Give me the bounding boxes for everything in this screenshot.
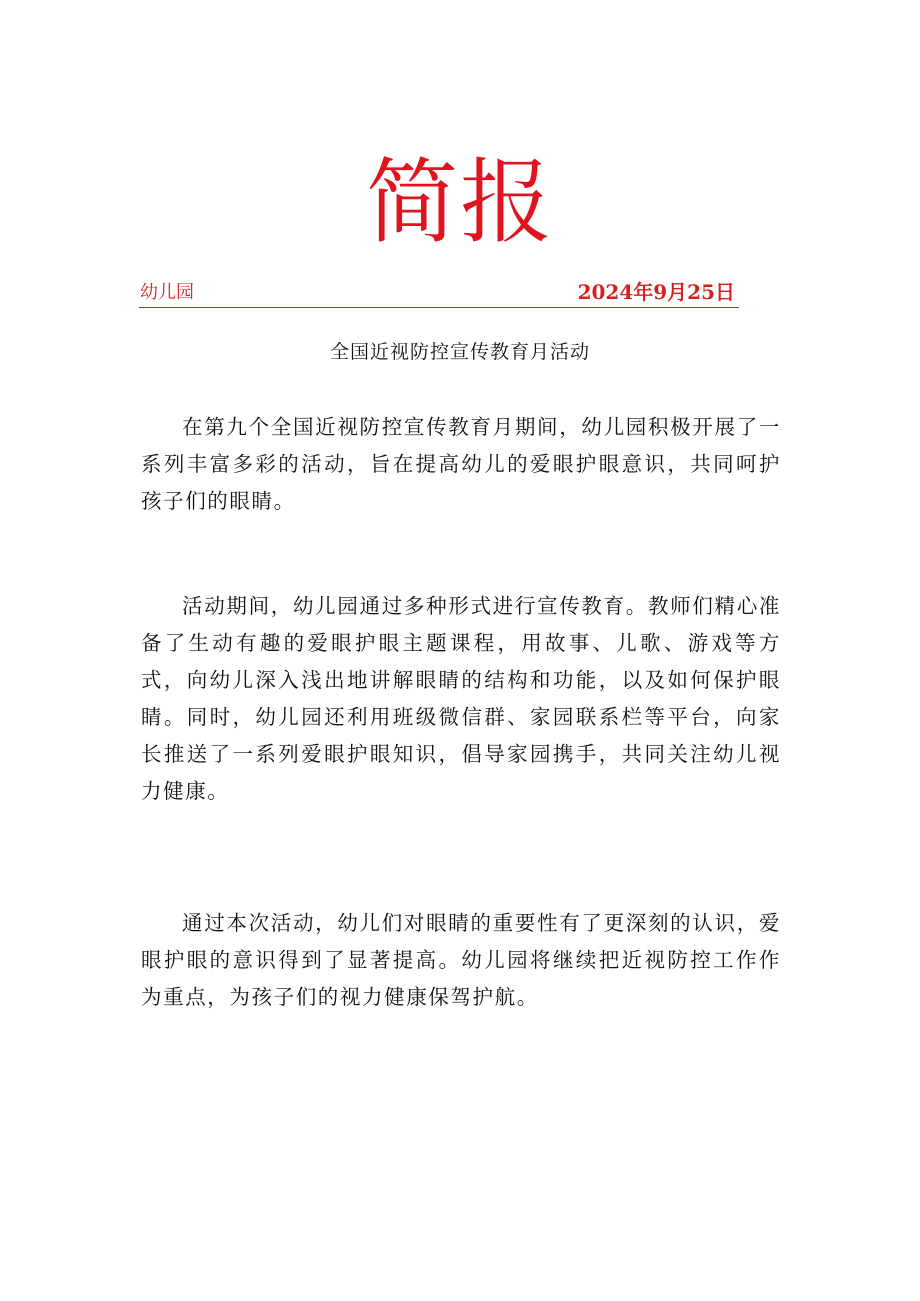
paragraph-2: 活动期间，幼儿园通过多种形式进行宣传教育。教师们精心准备了生动有趣的爱眼护眼主题课程，用故事、儿歌、游戏等方式，向幼儿深入浅出地讲解眼睛的结构和功能，以及如何保护眼睛。同时，幼儿园还利用班级微信群、家园联系栏等平台，向家长推送了一系列爱眼护眼知识，倡导家园携手，共同关注幼儿视力健康。 — [141, 594, 781, 803]
paragraph-1: 在第九个全国近视防控宣传教育月期间，幼儿园积极开展了一系列丰富多彩的活动，旨在提高幼儿的爱眼护眼意识，共同呵护孩子们的眼睛。 — [141, 415, 781, 513]
paragraph-3: 通过本次活动，幼儿们对眼睛的重要性有了更深刻的认识，爱眼护眼的意识得到了显著提高。幼儿园将继续把近视防控工作作为重点，为孩子们的视力健康保驾护航。 — [141, 911, 781, 1009]
masthead-title: 简报 — [365, 149, 554, 256]
header-bar — [139, 279, 739, 308]
issue-date: 2024年9月25日 — [577, 280, 735, 304]
organization-name: 幼儿园 — [140, 282, 194, 303]
article-title: 全国近视防控宣传教育月活动 — [329, 341, 590, 363]
